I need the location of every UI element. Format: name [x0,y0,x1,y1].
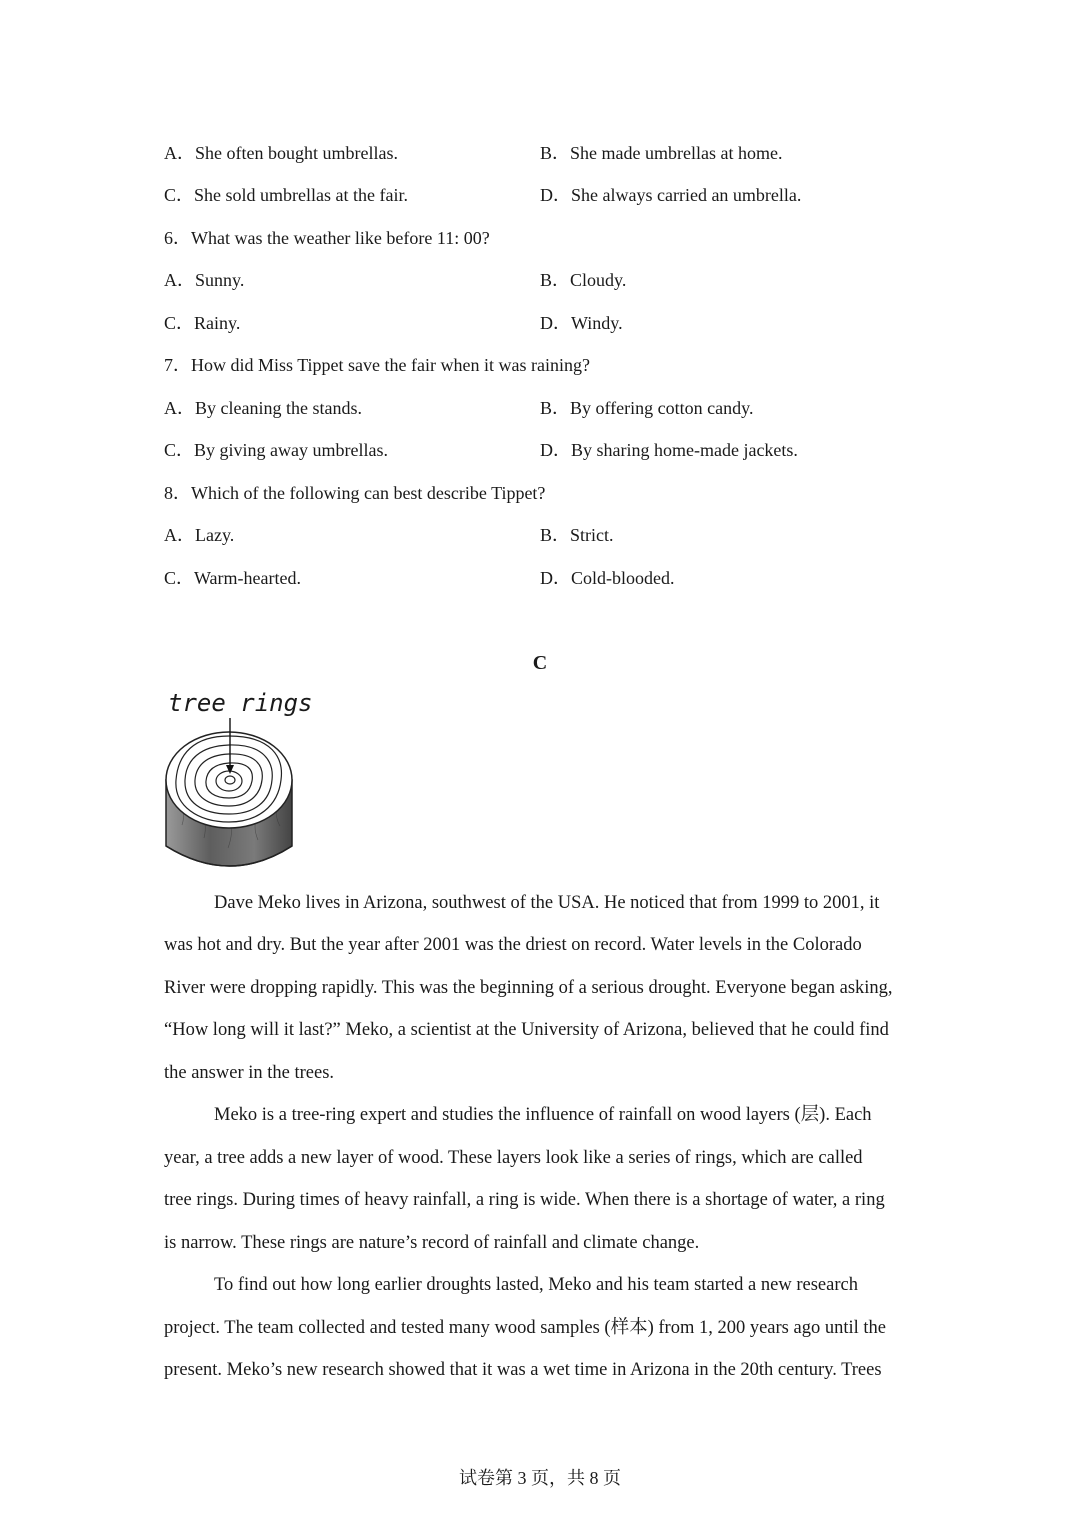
q6-option-c: C．Rainy. [164,313,241,333]
q6-option-b: B．Cloudy. [540,270,627,290]
q7-option-d: D．By sharing home-made jackets. [540,440,798,460]
q5-option-b: B．She made umbrellas at home. [540,143,783,163]
q8-option-b: B．Strict. [540,525,614,545]
tree-stump-illustration [160,718,300,874]
passage-line-2: was hot and dry. But the year after 2001 was the driest on record. Water levels in the Colorado [164,935,862,955]
q7-option-c: C．By giving away umbrellas. [164,440,388,460]
passage-line-3: River were dropping rapidly. This was the beginning of a serious drought. Everyone began asking, [164,978,893,998]
passage-line-10: To find out how long earlier droughts lasted, Meko and his team started a new research [214,1275,858,1295]
q6-option-d: D．Windy. [540,313,623,333]
q8-option-a: A．Lazy. [164,525,235,545]
passage-line-1: Dave Meko lives in Arizona, southwest of the USA. He noticed that from 1999 to 2001, it [214,893,880,913]
passage-line-9: is narrow. These rings are nature’s record of rainfall and climate change. [164,1233,700,1253]
q8-stem: 8．Which of the following can best describe Tippet? [164,483,546,503]
passage-line-6: Meko is a tree-ring expert and studies the influence of rainfall on wood layers (层). Each [214,1105,872,1125]
section-title: C [532,652,548,674]
figure-label: tree rings [168,689,313,717]
q6-stem: 6．What was the weather like before 11: 00? [164,228,490,248]
page-footer: 试卷第 3 页，共 8 页 [459,1468,621,1488]
passage-line-12: present. Meko’s new research showed that it was a wet time in Arizona in the 20th century. Trees [164,1360,882,1380]
q7-option-b: B．By offering cotton candy. [540,398,754,418]
passage-line-4: “How long will it last?” Meko, a scientist at the University of Arizona, believed that he could find [164,1020,889,1040]
q7-option-a: A．By cleaning the stands. [164,398,362,418]
q5-option-c: C．She sold umbrellas at the fair. [164,185,408,205]
q5-option-d: D．She always carried an umbrella. [540,185,802,205]
q8-option-d: D．Cold-blooded. [540,568,675,588]
q5-option-a: A．She often bought umbrellas. [164,143,398,163]
passage-line-5: the answer in the trees. [164,1063,335,1083]
passage-line-11: project. The team collected and tested many wood samples (样本) from 1, 200 years ago until the [164,1318,886,1338]
q7-stem: 7．How did Miss Tippet save the fair when it was raining? [164,355,590,375]
passage-line-7: year, a tree adds a new layer of wood. These layers look like a series of rings, which are called [164,1148,863,1168]
passage-line-8: tree rings. During times of heavy rainfall, a ring is wide. When there is a shortage of water, a ring [164,1190,885,1210]
q6-option-a: A．Sunny. [164,270,245,290]
q8-option-c: C．Warm-hearted. [164,568,301,588]
